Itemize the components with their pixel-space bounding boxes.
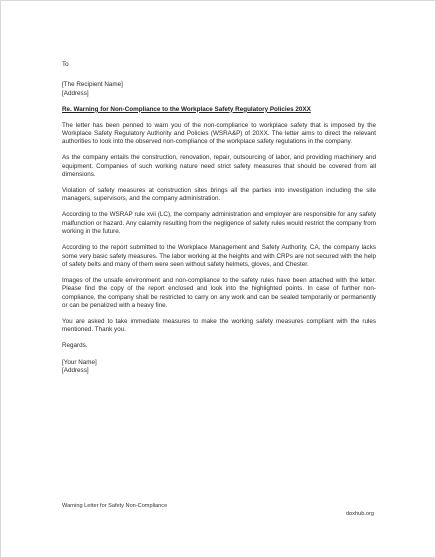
letter-subject: Re. Warning for Non-Compliance to the Workplace Safety Regulatory Policies 20XX: [62, 105, 311, 113]
letter-body: [62, 61, 376, 375]
sender-name: [Your Name]: [62, 358, 97, 366]
paragraph-images-attached: Images of the unsafe environment and non-compliance to the safety rules have been attached with the letter. Please find the copy of the report enclosed and look into the highlighted points. In case of further non-compliance, the company shall be restricted to carry on any work and can be sealed temporarily or permanently or can be penalized with a heavy fine.: [62, 276, 376, 310]
paragraph-request: You are asked to take immediate measures to make the working safety measures compliant with the rules mentioned. Thank you.: [62, 317, 376, 334]
sender-address: [Address]: [62, 367, 89, 375]
paragraph-report: According to the report submitted to the Workplace Management and Safety Authority, CA, the company lacks some very basic safety measures. The labor working at the heights and with CRPs are not secured with the help of safety belts and many of them were seen without safety helmets, gloves, and Chester.: [62, 244, 376, 268]
footer-site-name: doxhub.org: [346, 511, 374, 517]
paragraph-violation: Violation of safety measures at construction sites brings all the parties into investigation including the site managers, supervisors, and the company administration.: [62, 187, 376, 203]
paragraph-purpose: The letter has been penned to warn you of the non-compliance to workplace safety that is imposed by the Workplace Safety Regulatory Authority and Policies (WSRA&P) of 20XX. The letter aims to direct the relevant authorities to look into the observed non-compliance of the workplace safety regulations in the company.: [62, 121, 376, 146]
recipient-address: [Address]: [62, 89, 89, 97]
footer-document-title: Warning Letter for Safety Non-Compliance: [62, 503, 168, 509]
paragraph-company-nature: As the company entails the construction, renovation, repair, outsourcing of labor, and providing machinery and equipment. Companies of such working nature need strict safety measures that should be covered from all dimensions.: [62, 154, 376, 179]
to-label: To: [62, 61, 69, 68]
recipient-name: [The Recipient Name]: [62, 81, 123, 89]
closing: Regards.: [62, 342, 88, 350]
paragraph-wsrap-rule: According to the WSRAP rule xvii (LC), the company administration and employer are responsible for any safety malfunction or hazard. Any calamity resulting from the negligence of safety rules would restrict the company from working in the future.: [62, 211, 376, 236]
